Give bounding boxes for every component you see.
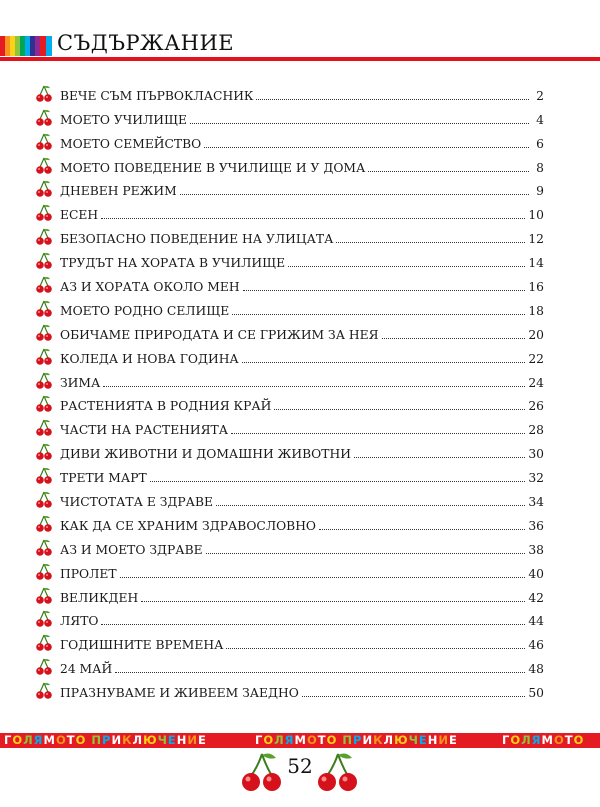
toc-leader-dots — [231, 433, 525, 434]
toc-entry[interactable] — [36, 605, 544, 629]
toc-leader-dots — [204, 147, 529, 148]
toc-entry-title: ПРОЛЕТ — [60, 566, 117, 581]
toc-entry-title: ВЕЛИКДЕН — [60, 590, 139, 605]
toc-entry-title: ГОДИШНИТЕ ВРЕМЕНА — [60, 638, 224, 653]
cherry-icon — [36, 252, 52, 270]
toc-entry-page: 50 — [528, 686, 544, 701]
header-color-bars — [0, 36, 52, 56]
cherry-icon — [36, 300, 52, 318]
banner-text: ГОЛЯМОТО — [502, 733, 585, 747]
toc-entry-title: РАСТЕНИЯТА В РОДНИЯ КРАЙ — [60, 399, 272, 414]
toc-leader-dots — [288, 266, 525, 267]
toc-leader-dots — [103, 386, 525, 387]
toc-entry[interactable] — [36, 533, 544, 557]
toc-entry[interactable] — [36, 437, 544, 461]
toc-entry[interactable] — [36, 557, 544, 581]
toc-entry-page: 36 — [528, 518, 544, 533]
toc-entry-title: КАК ДА СЕ ХРАНИМ ЗДРАВОСЛОВНО — [60, 518, 317, 533]
cherry-icon — [36, 515, 52, 533]
toc-entry-title: МОЕТО УЧИЛИЩЕ — [60, 112, 187, 127]
table-of-contents — [36, 79, 544, 700]
toc-leader-dots — [243, 290, 526, 291]
page-number: 52 — [287, 754, 313, 778]
toc-entry-title: МОЕТО РОДНО СЕЛИЩЕ — [60, 303, 230, 318]
toc-entry-title: ОБИЧАМЕ ПРИРОДАТА И СЕ ГРИЖИМ ЗА НЕЯ — [60, 327, 379, 342]
toc-leader-dots — [242, 362, 526, 363]
toc-leader-dots — [120, 577, 526, 578]
footer-banner — [0, 733, 600, 748]
toc-entry-page: 42 — [528, 590, 544, 605]
cherry-icon — [36, 157, 52, 175]
cherry-icon — [36, 658, 52, 676]
toc-entry[interactable] — [36, 652, 544, 676]
toc-entry-page: 32 — [528, 471, 544, 486]
toc-entry[interactable] — [36, 270, 544, 294]
cherry-icon — [36, 419, 52, 437]
toc-entry[interactable] — [36, 103, 544, 127]
toc-entry-page: 18 — [528, 303, 544, 318]
toc-entry-title: БЕЗОПАСНО ПОВЕДЕНИЕ НА УЛИЦАТА — [60, 232, 334, 247]
toc-entry-page: 40 — [528, 566, 544, 581]
cherry-icon — [316, 752, 360, 792]
cherry-icon — [36, 85, 52, 103]
cherry-icon — [36, 204, 52, 222]
toc-leader-dots — [354, 457, 525, 458]
cherry-icon — [36, 443, 52, 461]
toc-entry[interactable] — [36, 175, 544, 199]
cherry-icon — [36, 467, 52, 485]
toc-entry-page: 46 — [528, 638, 544, 653]
toc-entry-page: 30 — [528, 447, 544, 462]
cherry-icon — [36, 180, 52, 198]
color-bar — [46, 36, 52, 56]
toc-entry[interactable] — [36, 509, 544, 533]
cherry-icon — [36, 372, 52, 390]
toc-entry[interactable] — [36, 676, 544, 700]
toc-entry-page: 48 — [528, 662, 544, 677]
toc-entry[interactable] — [36, 366, 544, 390]
toc-entry[interactable] — [36, 413, 544, 437]
toc-entry-page: 10 — [528, 208, 544, 223]
toc-entry[interactable] — [36, 222, 544, 246]
toc-entry-page: 9 — [536, 184, 544, 199]
toc-entry-page: 34 — [528, 495, 544, 510]
toc-leader-dots — [141, 601, 525, 602]
toc-entry-title: ДНЕВЕН РЕЖИМ — [60, 184, 177, 199]
toc-entry-title: ЗИМА — [60, 375, 101, 390]
toc-leader-dots — [101, 624, 525, 625]
cherry-icon — [36, 228, 52, 246]
toc-entry-page: 4 — [536, 112, 544, 127]
toc-leader-dots — [190, 123, 529, 124]
toc-leader-dots — [150, 481, 526, 482]
toc-entry[interactable] — [36, 79, 544, 103]
cherry-icon — [36, 587, 52, 605]
toc-leader-dots — [319, 529, 525, 530]
toc-leader-dots — [302, 696, 526, 697]
toc-entry[interactable] — [36, 461, 544, 485]
toc-entry-page: 16 — [528, 280, 544, 295]
toc-leader-dots — [232, 314, 525, 315]
toc-entry-title: ЛЯТО — [60, 614, 99, 629]
toc-entry-title: ЧАСТИ НА РАСТЕНИЯТА — [60, 423, 229, 438]
toc-entry-title: 24 МАЙ — [60, 662, 113, 677]
toc-entry-title: ВЕЧЕ СЪМ ПЪРВОКЛАСНИК — [60, 88, 254, 103]
toc-leader-dots — [256, 99, 529, 100]
toc-entry-title: ТРЕТИ МАРТ — [60, 471, 147, 486]
cherry-icon — [36, 133, 52, 151]
toc-entry-page: 2 — [536, 88, 544, 103]
toc-entry[interactable] — [36, 581, 544, 605]
toc-leader-dots — [216, 505, 525, 506]
toc-entry-title: ПРАЗНУВАМЕ И ЖИВЕЕМ ЗАЕДНО — [60, 686, 299, 701]
toc-entry[interactable] — [36, 151, 544, 175]
toc-leader-dots — [226, 648, 525, 649]
toc-entry-title: ДИВИ ЖИВОТНИ И ДОМАШНИ ЖИВОТНИ — [60, 447, 351, 462]
toc-entry-title: ТРУДЪТ НА ХОРАТА В УЧИЛИЩЕ — [60, 256, 286, 271]
toc-entry[interactable] — [36, 294, 544, 318]
cherry-icon — [36, 539, 52, 557]
cherry-icon — [36, 395, 52, 413]
toc-leader-dots — [368, 171, 529, 172]
toc-leader-dots — [274, 409, 525, 410]
page-title: СЪДЪРЖАНИЕ — [57, 31, 235, 55]
toc-entry[interactable] — [36, 342, 544, 366]
header-underline — [0, 57, 600, 61]
toc-entry-page: 44 — [528, 614, 544, 629]
toc-leader-dots — [115, 672, 525, 673]
toc-entry-title: ЧИСТОТАТА Е ЗДРАВЕ — [60, 495, 214, 510]
toc-entry[interactable] — [36, 390, 544, 414]
toc-entry-page: 14 — [528, 256, 544, 271]
toc-entry-page: 24 — [528, 375, 544, 390]
toc-entry-title: АЗ И МОЕТО ЗДРАВЕ — [60, 542, 203, 557]
banner-text: ГОЛЯМОТО ПРИКЛЮЧЕНИЕ — [255, 733, 458, 747]
toc-entry[interactable] — [36, 127, 544, 151]
cherry-icon — [36, 276, 52, 294]
toc-entry-page: 26 — [528, 399, 544, 414]
toc-leader-dots — [101, 218, 525, 219]
toc-entry-page: 38 — [528, 542, 544, 557]
cherry-icon — [36, 324, 52, 342]
toc-entry-page: 12 — [528, 232, 544, 247]
toc-entry-page: 8 — [536, 160, 544, 175]
toc-entry-page: 20 — [528, 327, 544, 342]
toc-entry[interactable] — [36, 628, 544, 652]
cherry-icon — [36, 634, 52, 652]
toc-entry-page: 6 — [536, 136, 544, 151]
toc-entry[interactable] — [36, 198, 544, 222]
toc-entry-title: МОЕТО СЕМЕЙСТВО — [60, 136, 202, 151]
cherry-icon — [36, 610, 52, 628]
toc-entry[interactable] — [36, 485, 544, 509]
cherry-icon — [36, 348, 52, 366]
toc-leader-dots — [206, 553, 526, 554]
cherry-icon — [36, 563, 52, 581]
toc-entry-title: АЗ И ХОРАТА ОКОЛО МЕН — [60, 280, 240, 295]
toc-leader-dots — [336, 242, 525, 243]
toc-entry-title: МОЕТО ПОВЕДЕНИЕ В УЧИЛИЩЕ И У ДОМА — [60, 160, 366, 175]
toc-entry[interactable] — [36, 246, 544, 270]
cherry-icon — [36, 491, 52, 509]
toc-leader-dots — [180, 194, 529, 195]
cherry-icon — [36, 109, 52, 127]
toc-entry-title: КОЛЕДА И НОВА ГОДИНА — [60, 351, 239, 366]
cherry-icon — [36, 682, 52, 700]
toc-leader-dots — [382, 338, 526, 339]
toc-entry-title: ЕСЕН — [60, 208, 99, 223]
toc-entry-page: 22 — [528, 351, 544, 366]
toc-entry-page: 28 — [528, 423, 544, 438]
toc-entry[interactable] — [36, 318, 544, 342]
banner-text: ГОЛЯМОТО ПРИКЛЮЧЕНИЕ — [4, 733, 207, 747]
